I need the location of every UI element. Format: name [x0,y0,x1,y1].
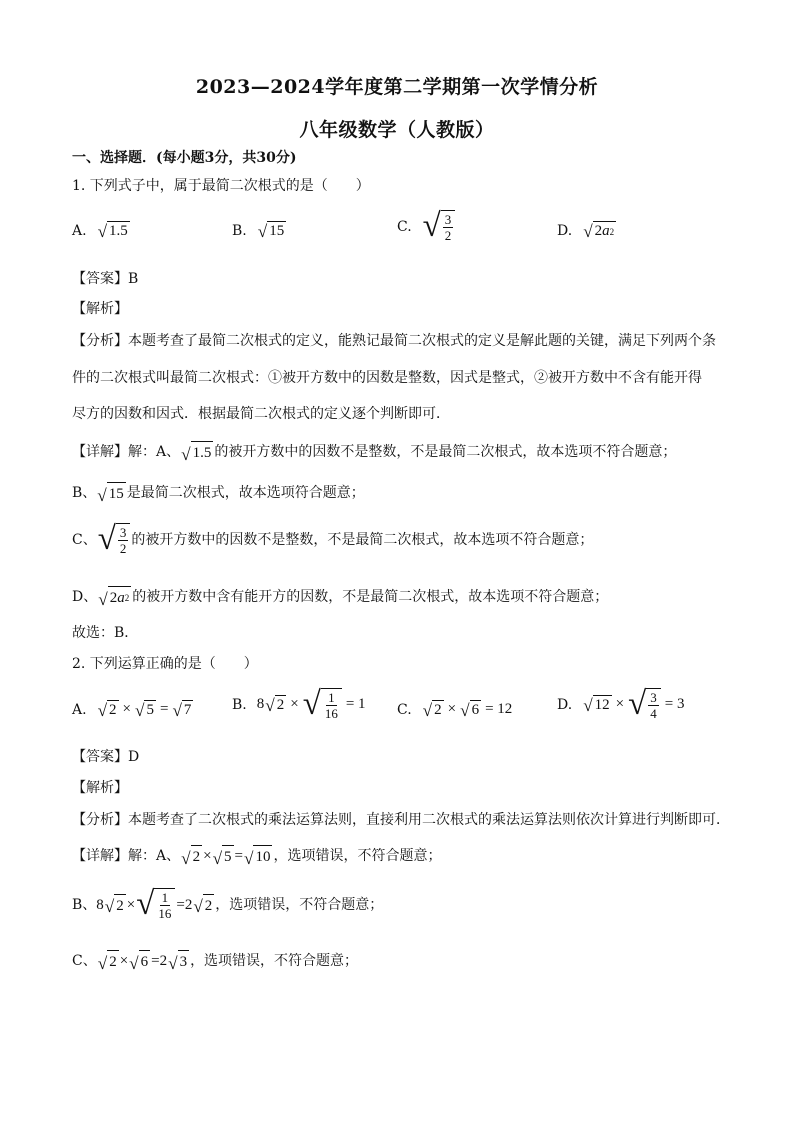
q2-detail-b-prefix: B、 [72,896,97,913]
q2-option-a-r1: 2 [109,702,117,718]
q2-option-d-r1: 12 [594,697,610,713]
q2-detail-prefix: 【详解】解：A、 [72,848,181,864]
q1-stem: 1. 下列式子中，属于最简二次根式的是（ ） [72,178,370,194]
q1-option-c-label: C. [397,218,412,235]
q2-detail-b-r1: 2 [114,894,126,916]
q1-detail-prefix: 【详解】解：A、 [72,444,181,460]
q2-detail-a: 【详解】解：A、 √ 2 × √ 5 = √ 10 ，选项错误，不符合题意； [72,845,732,867]
q2-option-c-r1: 2 [434,702,442,718]
q1-option-a: A. √ 1.5 [72,221,128,241]
q2-option-b-coef: 8 [256,696,265,712]
q2-detail-b-coef: 8 [96,896,104,913]
q1-detail-c-num: 3 [119,525,127,540]
q1-detail-d-coef: 2 [109,590,118,606]
q2-detail-c-r1: 2 [107,950,119,972]
q2-detail-c-text: ，选项错误，不符合题意； [190,953,359,969]
q1-option-b: B. √ 15 [232,221,285,241]
q2-detail-b-eq: =2 [176,896,193,913]
q2-detail-c-r3: 3 [178,950,190,972]
q2-option-d-den: 4 [650,706,657,721]
q1-detail-d-exp: 2 [124,593,130,603]
q1-detail-c-text: 的被开方数中的因数不是整数，不是最简二次根式，故本选项不符合题意； [131,531,594,548]
q1-option-b-label: B. [232,222,247,239]
q2-detail-a-r2: 5 [222,845,234,867]
q2-detail-c-prefix: C、 [72,953,97,969]
q2-detail-c-times: × [119,953,129,969]
q1-option-d-label: D. [557,222,573,239]
q2-option-b-r1: 2 [276,697,285,713]
q2-detail-b-den: 16 [158,906,172,921]
q1-detail-a-radicand: 1.5 [191,441,214,463]
q2-detail-a-eq: = [234,848,243,864]
q1-detail-d: D、 √ 2 a 2 的被开方数中含有能开方的因数，不是最简二次根式，故本选项不符合题意； [72,586,732,608]
q2-detail-c: C、 √ 2 × √ 6 =2 √ 3 ，选项错误，不符合题意； [72,950,732,972]
q2-option-b-times: × [290,696,299,712]
q2-option-c-times: × [447,701,457,717]
q1-answer: 【答案】B [72,271,139,287]
q2-answer: 【答案】D [72,749,140,765]
q2-option-b-num: 1 [328,690,335,705]
q2-option-a-eq: = [159,701,169,717]
q2-option-c: C. √ 2 × √ 6 = 12 [397,700,513,720]
q2-option-d-times: × [615,696,625,712]
q1-option-a-label: A. [72,222,87,239]
q1-option-d-var: a [602,223,610,239]
q2-stem: 2. 下列运算正确的是（ ） [72,656,258,672]
q2-detail-b-num: 1 [161,890,169,905]
q1-detail-c-den: 2 [119,541,127,556]
q2-option-b-label: B. [232,696,247,713]
q1-analysis-tag: 【解析】 [72,301,128,317]
q2-analysis-tag: 【解析】 [72,780,128,796]
q1-option-d-exp: 2 [609,226,615,237]
q1-detail-a-text: 的被开方数中的因数不是整数，不是最简二次根式，故本选项不符合题意； [214,444,677,460]
q1-conclusion: 故选：B． [72,625,139,641]
q2-analysis-line-1: 【分析】本题考查了二次根式的乘法运算法则，直接利用二次根式的乘法运算法则依次计算进行判断即可． [72,812,730,828]
q2-detail-b-text: ，选项错误，不符合题意； [215,896,384,913]
q1-option-d: D. √ 2 a 2 [557,221,615,241]
q1-detail-d-prefix: D、 [72,589,98,605]
q1-detail-a: 【详解】解：A、 √ 1.5 的被开方数中的因数不是整数，不是最简二次根式，故本选项不符合题意； [72,441,732,463]
q1-detail-c: C、 √ $\frac{3}{2}$ 的被开方数中的因数不是整数，不是最简二次根式，故本选项不符合题意； [72,521,594,557]
page-subtitle: 八年级数学（人教版） [299,119,495,141]
q2-option-d-num: 3 [650,690,657,705]
q1-option-d-coef: 2 [594,223,603,239]
q2-detail-a-r3: 10 [253,845,272,867]
q2-detail-b-r2: 2 [203,894,215,916]
q2-option-c-eq: = 12 [485,701,513,717]
q2-option-d: D. √ 12 × √ $\frac{3}{4}$ = 3 [557,686,685,722]
page-title: 2023—2024学年度第二学期第一次学情分析 [195,76,599,98]
q2-option-b-eq: = 1 [345,696,366,712]
q2-detail-c-eq: =2 [151,953,168,969]
q2-option-d-eq: = 3 [664,696,685,712]
q2-detail-a-r1: 2 [191,845,203,867]
q2-detail-b-times: × [126,896,136,913]
q1-option-a-radicand: 1.5 [109,223,128,239]
q2-detail-a-times: × [203,848,212,864]
q2-detail-b: B、 8 √ 2 × √ $\frac{1}{16}$ =2 √ 2 ，选项错误，不符合题意； [72,886,384,922]
q1-option-c-num: 3 [444,212,452,227]
q1-detail-b: B、 √ 15 是最简二次根式，故本选项符合题意； [72,482,732,504]
q2-option-a-r3: 7 [183,702,192,718]
q1-detail-d-var: a [117,590,125,606]
q2-option-c-r2: 6 [471,702,480,718]
q1-detail-c-prefix: C、 [72,531,97,548]
q2-option-a: A. √ 2 × √ 5 = √ 7 [72,700,192,720]
q2-detail-c-r2: 6 [139,950,151,972]
q2-option-a-times: × [122,701,131,717]
q1-option-b-radicand: 15 [269,223,285,239]
q2-option-a-r2: 5 [146,702,154,718]
q1-detail-b-radicand: 15 [107,482,126,504]
q1-detail-d-text: 的被开方数中含有能开方的因数，不是最简二次根式，故本选项不符合题意； [132,589,609,605]
q1-analysis-line-1: 【分析】本题考查了最简二次根式的定义，能熟记最简二次根式的定义是解此题的关键，满足下列两个条 [72,333,716,349]
q1-option-c-den: 2 [444,228,452,243]
q1-detail-b-text: 是最简二次根式，故本选项符合题意； [126,485,365,501]
q1-detail-b-prefix: B、 [72,485,97,501]
q1-analysis-line-3: 尽方的因数和因式．根据最简二次根式的定义逐个判断即可． [72,406,450,422]
q2-detail-a-text: ，选项错误，不符合题意； [273,848,442,864]
q2-option-b-den: 16 [324,706,338,721]
q2-option-d-label: D. [557,696,573,713]
q2-option-b: B. 8 √ 2 × √ $\frac{1}{16}$ = 1 [232,686,366,722]
q2-option-c-label: C. [397,701,412,718]
q1-analysis-line-2: 件的二次根式叫最简二次根式：①被开方数中的因数是整数，因式是整式，②被开方数中不含有能开得 [72,370,702,386]
q1-option-c: C. √ $\frac{3}{2}$ [397,210,456,243]
q2-option-a-label: A. [72,701,87,718]
section-heading: 一、选择题．(每小题3分，共30分) [72,150,297,166]
